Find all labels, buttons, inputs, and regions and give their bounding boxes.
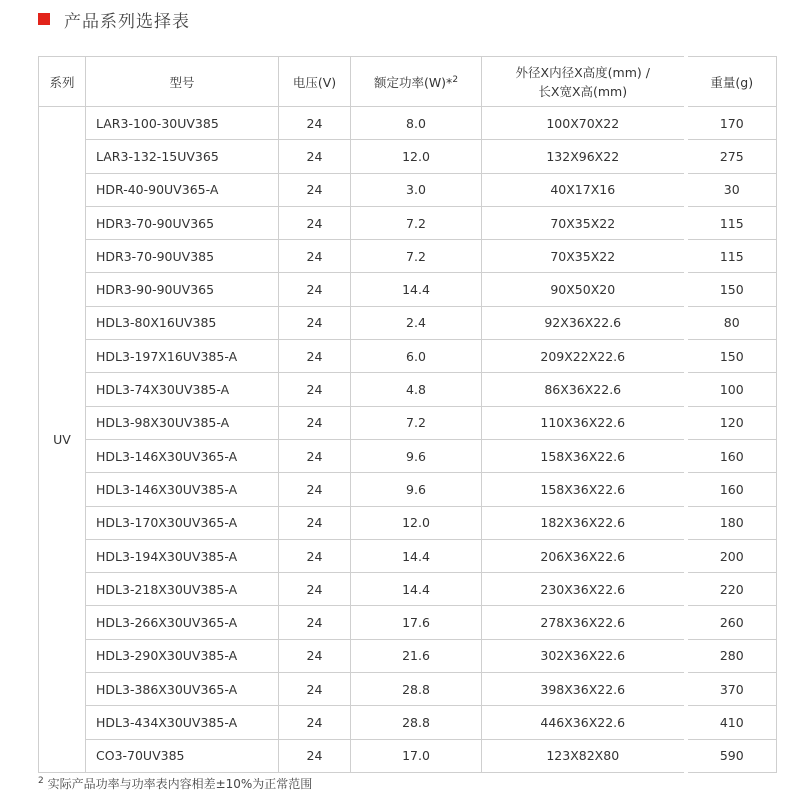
dims-header-line2: 长X宽X高(mm) [538,83,628,99]
dimensions-cell: 278X36X22.6 [482,606,686,639]
dimensions-cell: 90X50X20 [482,273,686,306]
table-row [39,739,777,772]
table-row [39,373,777,406]
voltage-cell: 24 [279,240,351,273]
model-cell: HDL3-197X16UV385-A [86,340,279,373]
weight-cell: 160 [686,473,777,506]
model-cell: HDL3-146X30UV385-A [86,473,279,506]
voltage-cell: 24 [279,506,351,539]
power-cell: 28.8 [351,706,482,739]
power-cell: 3.0 [351,173,482,206]
voltage-cell: 24 [279,107,351,140]
model-cell: HDR-40-90UV365-A [86,173,279,206]
model-cell: HDL3-146X30UV365-A [86,439,279,472]
weight-cell: 100 [686,373,777,406]
table-row [39,439,777,472]
dimensions-cell: 230X36X22.6 [482,573,686,606]
footnote-text: 实际产品功率与功率表内容相差±10%为正常范围 [47,777,313,791]
weight-cell: 370 [686,673,777,706]
dimensions-cell: 123X82X80 [482,739,686,772]
weight-cell: 115 [686,240,777,273]
model-cell: HDL3-434X30UV385-A [86,706,279,739]
section-header [38,4,190,34]
dimensions-cell: 158X36X22.6 [482,473,686,506]
model-cell: HDR3-90-90UV365 [86,273,279,306]
table-row [39,206,777,239]
model-cell: HDL3-80X16UV385 [86,306,279,339]
column-header-voltage: 电压(V) [279,57,351,107]
weight-cell: 220 [686,573,777,606]
model-cell: HDL3-170X30UV365-A [86,506,279,539]
voltage-cell: 24 [279,439,351,472]
table-row [39,406,777,439]
column-header-power [351,57,482,107]
table-body [39,107,777,773]
column-header-weight: 重量(g) [686,57,777,107]
power-cell: 14.4 [351,539,482,572]
footnote [38,775,312,792]
power-cell: 7.2 [351,240,482,273]
dimensions-cell: 209X22X22.6 [482,340,686,373]
model-cell: HDL3-290X30UV385-A [86,639,279,672]
table-row [39,673,777,706]
table-row [39,573,777,606]
model-cell: HDL3-194X30UV385-A [86,539,279,572]
dimensions-cell: 100X70X22 [482,107,686,140]
red-square-icon [38,13,50,25]
model-cell: HDL3-98X30UV385-A [86,406,279,439]
dimensions-cell: 40X17X16 [482,173,686,206]
table-row [39,639,777,672]
power-cell: 8.0 [351,107,482,140]
dimensions-cell: 70X35X22 [482,206,686,239]
power-header-label: 额定功率(W)* [373,74,453,90]
weight-cell: 260 [686,606,777,639]
voltage-cell: 24 [279,639,351,672]
table-row [39,340,777,373]
weight-cell: 200 [686,539,777,572]
voltage-cell: 24 [279,406,351,439]
voltage-cell: 24 [279,306,351,339]
dimensions-cell: 206X36X22.6 [482,539,686,572]
dimensions-cell: 158X36X22.6 [482,439,686,472]
power-cell: 9.6 [351,439,482,472]
voltage-cell: 24 [279,340,351,373]
model-cell: LAR3-100-30UV385 [86,107,279,140]
weight-cell: 180 [686,506,777,539]
footnote-mark: 2 [38,776,44,786]
dimensions-cell: 86X36X22.6 [482,373,686,406]
table-row [39,140,777,173]
voltage-cell: 24 [279,140,351,173]
power-footnote-mark: 2 [452,74,459,85]
power-cell: 12.0 [351,140,482,173]
power-cell: 6.0 [351,340,482,373]
power-cell: 28.8 [351,673,482,706]
power-cell: 7.2 [351,406,482,439]
table-header-row [39,57,777,107]
weight-cell: 150 [686,340,777,373]
power-cell: 12.0 [351,506,482,539]
weight-cell: 115 [686,206,777,239]
weight-cell: 170 [686,107,777,140]
voltage-cell: 24 [279,739,351,772]
weight-cell: 80 [686,306,777,339]
column-header-series: 系列 [39,57,86,107]
table-row [39,706,777,739]
table-row [39,306,777,339]
table-row [39,107,777,140]
table-row [39,606,777,639]
table-row [39,539,777,572]
model-cell: LAR3-132-15UV365 [86,140,279,173]
power-cell: 9.6 [351,473,482,506]
model-cell: HDL3-218X30UV385-A [86,573,279,606]
column-header-dimensions [482,57,686,107]
dimensions-cell: 302X36X22.6 [482,639,686,672]
dimensions-cell: 132X96X22 [482,140,686,173]
model-cell: CO3-70UV385 [86,739,279,772]
voltage-cell: 24 [279,706,351,739]
dimensions-cell: 446X36X22.6 [482,706,686,739]
power-cell: 4.8 [351,373,482,406]
dims-header-line1: 外径X内径X高度(mm) / [515,64,650,80]
column-header-model: 型号 [86,57,279,107]
power-cell: 14.4 [351,573,482,606]
power-cell: 14.4 [351,273,482,306]
weight-cell: 590 [686,739,777,772]
voltage-cell: 24 [279,573,351,606]
voltage-cell: 24 [279,373,351,406]
weight-cell: 150 [686,273,777,306]
voltage-cell: 24 [279,539,351,572]
power-cell: 17.6 [351,606,482,639]
weight-cell: 160 [686,439,777,472]
table-row [39,506,777,539]
dimensions-cell: 92X36X22.6 [482,306,686,339]
voltage-cell: 24 [279,673,351,706]
page-title: 产品系列选择表 [64,11,190,32]
weight-cell: 30 [686,173,777,206]
table-row [39,240,777,273]
weight-cell: 120 [686,406,777,439]
model-cell: HDR3-70-90UV385 [86,240,279,273]
dimensions-cell: 110X36X22.6 [482,406,686,439]
voltage-cell: 24 [279,173,351,206]
power-cell: 7.2 [351,206,482,239]
power-cell: 21.6 [351,639,482,672]
table-row [39,273,777,306]
model-cell: HDL3-266X30UV365-A [86,606,279,639]
weight-cell: 410 [686,706,777,739]
model-cell: HDL3-74X30UV385-A [86,373,279,406]
voltage-cell: 24 [279,606,351,639]
table-row [39,173,777,206]
table-row [39,473,777,506]
model-cell: HDL3-386X30UV365-A [86,673,279,706]
voltage-cell: 24 [279,473,351,506]
weight-cell: 280 [686,639,777,672]
product-selection-table [38,56,777,773]
model-cell: HDR3-70-90UV365 [86,206,279,239]
power-cell: 17.0 [351,739,482,772]
voltage-cell: 24 [279,206,351,239]
series-cell: UV [39,107,86,773]
power-cell: 2.4 [351,306,482,339]
dimensions-cell: 70X35X22 [482,240,686,273]
voltage-cell: 24 [279,273,351,306]
dimensions-cell: 398X36X22.6 [482,673,686,706]
weight-cell: 275 [686,140,777,173]
dimensions-cell: 182X36X22.6 [482,506,686,539]
